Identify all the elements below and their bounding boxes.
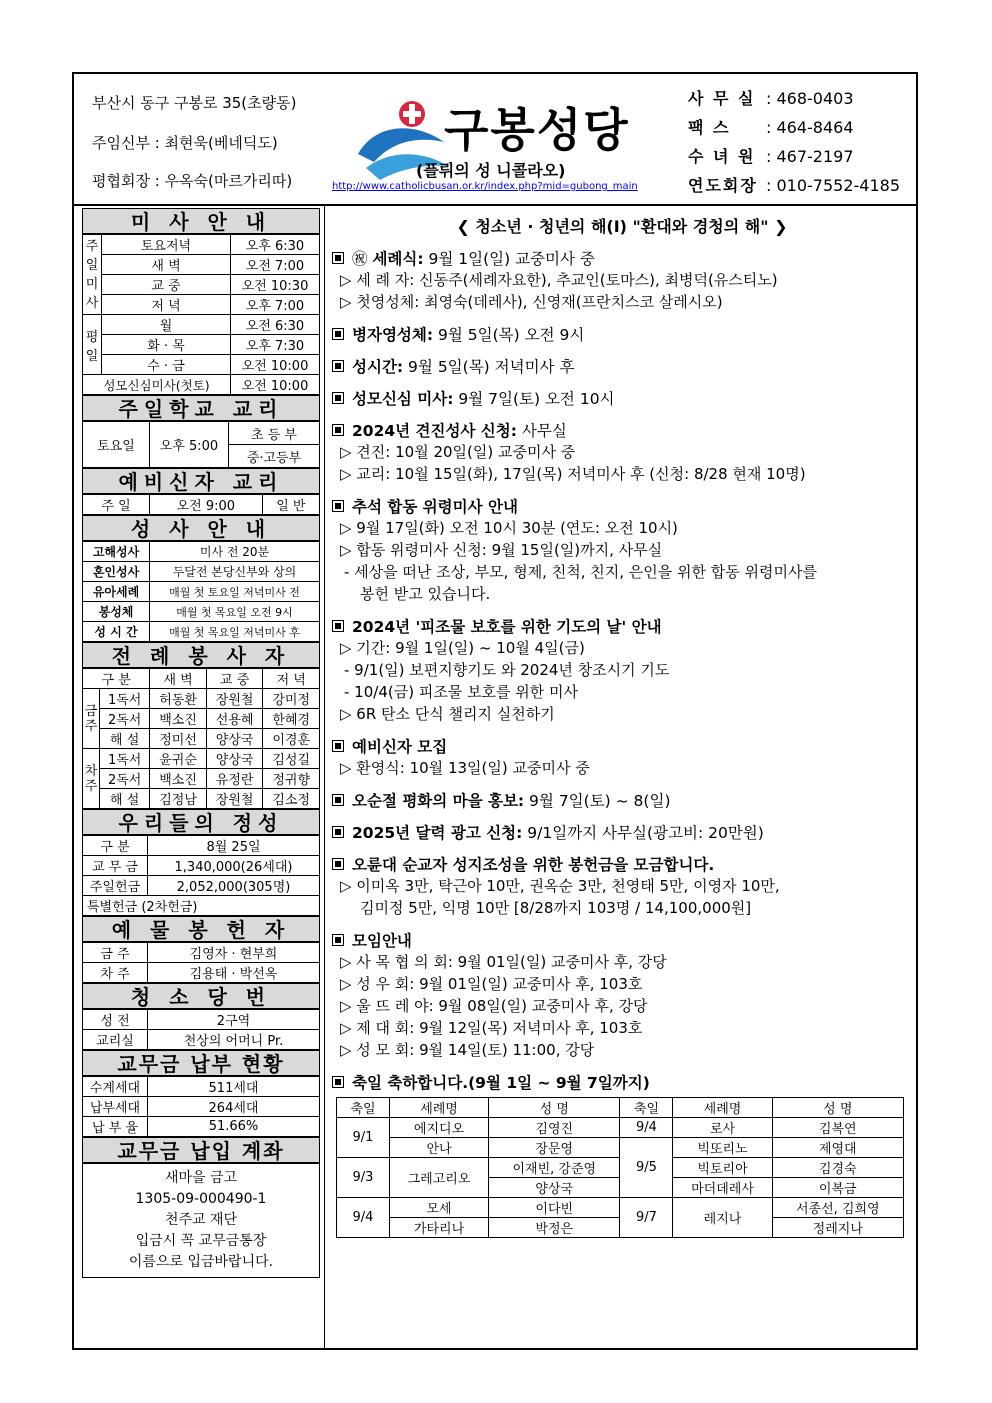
header (74, 74, 916, 206)
sacrament-desc: 매월 첫 토요일 저녁미사 전 (150, 582, 320, 602)
announcement-item (332, 929, 912, 1061)
sunday-label: 주일미사 (83, 235, 102, 315)
feast-day: 9/1 (337, 1118, 390, 1158)
server: 정귀향 (263, 769, 320, 789)
server: 장원철 (206, 689, 263, 709)
offering-name: 교 무 금 (83, 856, 148, 876)
feast-header: 세례명 (673, 1098, 772, 1118)
bullet-icon (332, 934, 344, 946)
offering-value: 8월 25일 (148, 836, 320, 856)
mass-time: 오전 7:00 (231, 255, 320, 275)
feast-person: 김영진 (489, 1118, 620, 1138)
sacrament-desc: 매월 첫 목요일 오전 9시 (150, 602, 320, 622)
contact-label: 팩 스 (688, 118, 731, 137)
council-president: 평협회장 : 우옥숙(마르가리따) (92, 172, 293, 190)
server-role: 1독서 (100, 689, 150, 709)
announcement-title: 2024년 '피조물 보호를 위한 기도의 날' 안내 (352, 618, 662, 636)
right-column (332, 206, 912, 1238)
feast-person: 장문영 (489, 1138, 620, 1158)
dues-value: 51.66% (148, 1117, 320, 1137)
announcement-line: - 9/1(일) 보편지향기도 와 2024년 창조시기 기도 (344, 661, 670, 679)
announcement-title: 추석 합동 위령미사 안내 (352, 498, 518, 516)
announcement-line: ▷ 이미옥 3만, 탁근아 10만, 권옥순 3만, 천영태 5만, 이영자 10만, (340, 877, 780, 895)
feast-baptismal-name: 가타리나 (390, 1218, 489, 1238)
feast-person: 이복금 (772, 1178, 903, 1198)
feast-baptismal-name: 안나 (390, 1138, 489, 1158)
announcement-line: ▷ 기간: 9월 1일(일) ~ 10월 4일(금) (340, 639, 585, 657)
feast-table (336, 1097, 904, 1238)
announcement-heading (332, 853, 912, 875)
announcement-line: ▷ 9월 17일(화) 오전 10시 30분 (연도: 오전 10시) (340, 519, 678, 537)
donor-week: 금 주 (83, 943, 148, 963)
bullet-icon (332, 858, 344, 870)
contact-label: 수 녀 원 (688, 147, 756, 166)
announcement-detail: 9월 7일(토) ~ 8(일) (524, 792, 671, 810)
announcement-line: ▷ 환영식: 10월 13일(일) 교중미사 중 (340, 759, 590, 777)
server: 김정남 (150, 789, 207, 809)
account-line: 천주교 재단 (164, 1212, 238, 1228)
servers-title: 전 례 봉 사 자 (82, 642, 320, 668)
mass-name: 성모신심미사(첫토) (83, 375, 231, 395)
bullet-icon (332, 740, 344, 752)
theme-banner: ❮ 청소년 · 청년의 해(I) "환대와 경청의 해" ❯ (456, 217, 788, 236)
announcement-title: 병자영성체: (352, 326, 434, 344)
announcement-item (332, 821, 912, 843)
account-line: 새마을 금고 (164, 1170, 238, 1186)
server: 선용혜 (206, 709, 263, 729)
website-link[interactable]: http://www.catholicbusan.or.kr/index.php?mid=gubong_main (332, 181, 638, 192)
dues-name: 납 부 율 (83, 1117, 148, 1137)
server-role: 2독서 (100, 709, 150, 729)
bullet-icon (332, 424, 344, 436)
feast-day: 9/3 (337, 1158, 390, 1198)
week-label: 차주 (83, 749, 100, 809)
feast-day: 9/7 (620, 1198, 673, 1238)
contact-fax (688, 115, 854, 138)
server: 유정란 (206, 769, 263, 789)
donor-week: 차 주 (83, 963, 148, 983)
contact-label: 사 무 실 (688, 89, 756, 108)
offering-table (82, 835, 320, 916)
account-line: 이름으로 입금바랍니다. (128, 1254, 274, 1270)
sacrament-name: 고해성사 (83, 542, 150, 562)
announcement-heading (332, 789, 912, 811)
server: 강미정 (263, 689, 320, 709)
address: 부산시 동구 구봉로 35(초량동) (92, 94, 297, 112)
server: 정미선 (150, 729, 207, 749)
mass-name: 교 중 (102, 275, 231, 295)
announcement-line: ▷ 6R 탄소 단식 챌리지 실천하기 (340, 705, 555, 723)
feast-day: 9/4 (620, 1118, 673, 1138)
servers-header: 구 분 (83, 669, 150, 689)
account-title: 교무금 납입 계좌 (82, 1137, 320, 1163)
parish-subtitle: (플뤼의 성 니콜라오) (416, 161, 566, 180)
announcement-title: 오륜대 순교자 성지조성을 위한 봉헌금을 모금합니다. (352, 856, 715, 874)
announcement-heading (332, 247, 912, 269)
announcement-item (332, 615, 912, 725)
feast-baptismal-name: 마더데레사 (673, 1178, 772, 1198)
contact-label: 연도회장 (688, 176, 758, 195)
announcement-title: 성모신심 미사: (352, 390, 454, 408)
announcement-title: 2024년 견진성사 신청: (352, 422, 517, 440)
bullet-icon (332, 826, 344, 838)
offering-name: 특별헌금 (2차헌금) (83, 896, 320, 916)
feast-person: 정레지나 (772, 1218, 903, 1238)
school-day: 토요일 (83, 422, 150, 468)
announcement-line: ▷ 제 대 회: 9월 12일(목) 저녁미사 후, 103호 (340, 1019, 643, 1037)
feast-person: 김복연 (772, 1118, 903, 1138)
mass-time: 오전 6:30 (231, 315, 320, 335)
mass-time: 오전 10:00 (231, 355, 320, 375)
donor-names: 김용태 · 박선옥 (148, 963, 320, 983)
bullet-icon (332, 1076, 344, 1088)
school-group: 중·고등부 (229, 445, 320, 468)
server: 김성길 (263, 749, 320, 769)
offering-name: 주일헌금 (83, 876, 148, 896)
server: 허동환 (150, 689, 207, 709)
donor-names: 김영자 · 현부희 (148, 943, 320, 963)
announcement-line: 김미정 5만, 익명 10만 [8/28까지 103명 / 14,100,000원] (360, 899, 752, 917)
announcement-detail: 9/1일까지 사무실(광고비: 20만원) (522, 824, 764, 842)
announcement-item (332, 853, 912, 919)
announcement-heading (332, 615, 912, 637)
announcement-heading (332, 419, 912, 441)
cleaning-place: 교리실 (83, 1030, 148, 1050)
server-role: 1독서 (100, 749, 150, 769)
server: 김소정 (263, 789, 320, 809)
offering-name: 구 분 (83, 836, 148, 856)
server: 양상국 (206, 749, 263, 769)
announcement-detail: 9월 1일(일) 교중미사 중 (423, 250, 595, 268)
server: 장원철 (206, 789, 263, 809)
catechumen-day: 주 일 (83, 495, 150, 515)
dues-name: 납부세대 (83, 1097, 148, 1117)
announcement-title: 모임안내 (352, 932, 412, 950)
announcement-title: 2025년 달력 광고 신청: (352, 824, 523, 842)
sunday-school-title: 주일학교 교리 (82, 395, 320, 421)
announcement-heading (332, 929, 912, 951)
mass-time: 오전 10:00 (231, 375, 320, 395)
sacrament-desc: 두달전 본당신부와 상의 (150, 562, 320, 582)
offering-value: 1,340,000(26세대) (148, 856, 320, 876)
announcement-line: - 10/4(금) 피조물 보호를 위한 미사 (344, 683, 579, 701)
offering-value: 2,052,000(305명) (148, 876, 320, 896)
sacrament-name: 유아세례 (83, 582, 150, 602)
feast-person: 제영대 (772, 1138, 903, 1158)
account-line: 입금시 꼭 교무금통장 (135, 1233, 267, 1249)
mass-name: 토요저녁 (102, 235, 231, 255)
dues-table (82, 1076, 320, 1137)
feast-baptismal-name: 빅또리노 (673, 1138, 772, 1158)
sunday-school-table (82, 421, 320, 468)
servers-header: 교 중 (206, 669, 263, 689)
feast-baptismal-name: 모세 (390, 1198, 489, 1218)
contact-convent (688, 144, 854, 167)
announcement-detail: 9월 7일(토) 오전 10시 (453, 390, 615, 408)
sacraments-table (82, 541, 320, 642)
announcement-item (332, 495, 912, 605)
feast-header: 성 명 (772, 1098, 903, 1118)
bullet-icon (332, 620, 344, 632)
donors-table (82, 942, 320, 983)
announcement-heading (332, 821, 912, 843)
sacrament-desc: 매월 첫 목요일 저녁미사 후 (150, 622, 320, 642)
dues-title: 교무금 납부 현황 (82, 1050, 320, 1076)
contact-office (688, 86, 854, 109)
contact-value: : 010-7552-4185 (766, 176, 900, 195)
feast-baptismal-name: 그레고리오 (390, 1158, 489, 1198)
server-role: 2독서 (100, 769, 150, 789)
announcement-heading (332, 323, 912, 345)
announcement-line: ▷ 세 례 자: 신동주(세례자요한), 추교인(토마스), 최병덕(유스티노) (340, 271, 778, 289)
server: 백소진 (150, 709, 207, 729)
announcement-line: ▷ 합동 위령미사 신청: 9월 15일(일)까지, 사무실 (340, 541, 663, 559)
school-time: 오후 5:00 (150, 422, 229, 468)
sacrament-name: 혼인성사 (83, 562, 150, 582)
feast-baptismal-name: 에지디오 (390, 1118, 489, 1138)
announcement-heading (332, 387, 912, 409)
servers-table (82, 668, 320, 809)
feast-header: 세례명 (390, 1098, 489, 1118)
announcement-line: ▷ 사 목 협 의 회: 9월 01일(일) 교중미사 후, 강당 (340, 953, 667, 971)
feast-person: 김경숙 (772, 1158, 903, 1178)
server: 이경훈 (263, 729, 320, 749)
announcement-line: ▷ 성 우 회: 9월 01일(일) 교중미사 후, 103호 (340, 975, 643, 993)
server-role: 해 설 (100, 789, 150, 809)
server: 백소진 (150, 769, 207, 789)
feast-person: 이재빈, 강준영 (489, 1158, 620, 1178)
sacrament-desc: 미사 전 20분 (150, 542, 320, 562)
announcement-line: ▷ 교리: 10월 15일(화), 17일(목) 저녁미사 후 (신청: 8/28 현재 10명) (340, 465, 806, 483)
catechumen-time: 오전 9:00 (150, 495, 263, 515)
feast-header: 축일 (337, 1098, 390, 1118)
contact-value: : 464-8464 (766, 118, 854, 137)
announcement-line: ▷ 울 뜨 레 야: 9월 08일(일) 교중미사 후, 강당 (340, 997, 648, 1015)
dues-value: 511세대 (148, 1077, 320, 1097)
mass-time: 오전 10:30 (231, 275, 320, 295)
announcement-line: 봉헌 받고 있습니다. (360, 585, 491, 603)
mass-name: 화 · 목 (102, 335, 231, 355)
server: 윤귀순 (150, 749, 207, 769)
cleaning-duty: 천상의 어머니 Pr. (148, 1030, 320, 1050)
mass-name: 월 (102, 315, 231, 335)
feast-header: 성 명 (489, 1098, 620, 1118)
announcement-heading (332, 495, 912, 517)
announcement-line: ▷ 견진: 10월 20일(일) 교중미사 중 (340, 443, 576, 461)
feast-person: 서종선, 김희영 (772, 1198, 903, 1218)
mass-name: 저 녁 (102, 295, 231, 315)
celebration-icon: ㊗ (352, 250, 373, 268)
bullet-icon (332, 360, 344, 372)
announcement-detail: 9월 5일(목) 오전 9시 (433, 326, 585, 344)
server: 양상국 (206, 729, 263, 749)
announcement-detail: 9월 5일(목) 저녁미사 후 (403, 358, 575, 376)
feast-baptismal-name: 레지나 (673, 1198, 772, 1238)
catechumen-group: 일 반 (262, 495, 319, 515)
feast-title: 축일 축하합니다.(9월 1일 ~ 9월 7일까지) (352, 1074, 650, 1092)
mass-time: 오후 7:30 (231, 335, 320, 355)
feast-person: 이다빈 (489, 1198, 620, 1218)
offering-title: 우리들의 정성 (82, 809, 320, 835)
bullet-icon (332, 252, 344, 264)
sacrament-name: 봉성체 (83, 602, 150, 622)
announcement-item (332, 247, 912, 313)
announcement-item (332, 789, 912, 811)
servers-header: 새 벽 (150, 669, 207, 689)
contact-value: : 468-0403 (766, 89, 854, 108)
announcement-title: 세례식: (372, 250, 424, 268)
bullet-icon (332, 500, 344, 512)
dues-name: 수계세대 (83, 1077, 148, 1097)
announcement-item (332, 323, 912, 345)
announcement-list (332, 247, 912, 1061)
bullet-icon (332, 392, 344, 404)
account-box (82, 1163, 320, 1278)
mass-time: 오후 7:00 (231, 295, 320, 315)
servers-header: 저 녁 (263, 669, 320, 689)
donors-title: 예 물 봉 헌 자 (82, 916, 320, 942)
feast-person: 양상국 (489, 1178, 620, 1198)
mass-name: 새 벽 (102, 255, 231, 275)
left-column (82, 208, 320, 1278)
catechumen-title: 예비신자 교리 (82, 468, 320, 494)
sacrament-name: 성 시 간 (83, 622, 150, 642)
announcement-title: 예비신자 모집 (352, 738, 448, 756)
feast-header: 축일 (620, 1098, 673, 1118)
cleaning-place: 성 전 (83, 1010, 148, 1030)
account-line: 1305-09-000490-1 (135, 1191, 267, 1207)
announcement-line: - 세상을 떠난 조상, 부모, 형제, 친척, 친지, 은인을 위한 합동 위령미사를 (344, 563, 817, 581)
announcement-title: 오순절 평화의 마을 홍보: (352, 792, 525, 810)
cleaning-table (82, 1009, 320, 1050)
announcement-heading (332, 735, 912, 757)
feast-day: 9/5 (620, 1138, 673, 1198)
announcement-item (332, 419, 912, 485)
weekday-label: 평일 (83, 315, 102, 375)
announcement-item (332, 387, 912, 409)
page-frame (72, 72, 918, 1350)
school-group: 초 등 부 (229, 422, 320, 445)
cleaning-duty: 2구역 (148, 1010, 320, 1030)
feast-person: 박정은 (489, 1218, 620, 1238)
bullet-icon (332, 794, 344, 806)
announcement-title: 성시간: (352, 358, 404, 376)
sacraments-title: 성 사 안 내 (82, 515, 320, 541)
cleaning-title: 청 소 당 번 (82, 983, 320, 1009)
announcement-line: ▷ 성 모 회: 9월 14일(토) 11:00, 강당 (340, 1041, 595, 1059)
server-role: 해 설 (100, 729, 150, 749)
feast-heading (332, 1071, 912, 1093)
week-label: 금주 (83, 689, 100, 749)
announcement-line: ▷ 첫영성체: 최영숙(데레사), 신영재(프란치스코 살레시오) (340, 293, 723, 311)
parish-title: 구봉성당 (444, 103, 630, 157)
feast-baptismal-name: 로사 (673, 1118, 772, 1138)
server: 한혜경 (263, 709, 320, 729)
catechumen-table (82, 494, 320, 515)
dues-value: 264세대 (148, 1097, 320, 1117)
mass-table (82, 234, 320, 395)
feast-day: 9/4 (337, 1198, 390, 1238)
contact-value: : 467-2197 (766, 147, 854, 166)
mass-time: 오후 6:30 (231, 235, 320, 255)
bullet-icon (332, 328, 344, 340)
announcement-heading (332, 355, 912, 377)
contact-funeral (688, 173, 900, 196)
mass-title: 미 사 안 내 (82, 208, 320, 234)
column-divider (324, 204, 325, 1350)
pastor: 주임신부 : 최현욱(베네딕도) (92, 134, 278, 152)
announcement-item (332, 355, 912, 377)
feast-baptismal-name: 빅토리아 (673, 1158, 772, 1178)
announcement-item (332, 735, 912, 779)
mass-name: 수 · 금 (102, 355, 231, 375)
announcement-detail: 사무실 (516, 422, 567, 440)
